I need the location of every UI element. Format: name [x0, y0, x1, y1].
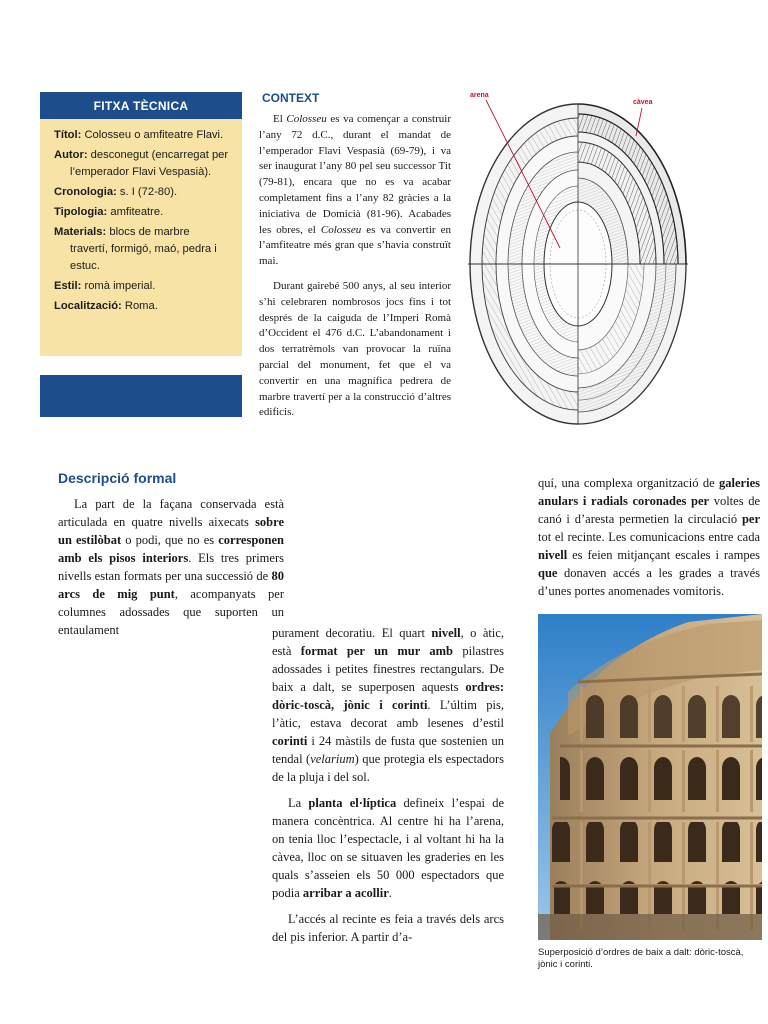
- fitxa-value: romà imperial.: [84, 280, 156, 292]
- text-bold: 80 arcs de mig punt: [58, 569, 284, 601]
- text-run: , o àtic, està: [272, 626, 505, 658]
- text-run: . L’últim pis, l’àtic, estava decorat amb lesenes d’estil: [272, 698, 504, 730]
- text-italic: Colosseu: [320, 223, 362, 236]
- text-run: quí, una complexa organització de: [538, 476, 720, 490]
- decorative-blue-block: [40, 375, 242, 417]
- text-run: es va convertir en l’amfiteatre més gran que s’havia construït mai.: [259, 223, 451, 268]
- text-run: o podi, que no es: [121, 533, 219, 547]
- context-heading: CONTEXT: [262, 91, 320, 105]
- text-bold: corresponen amb els pisos interiors: [58, 533, 284, 565]
- label-arena: arena: [470, 92, 489, 99]
- context-paragraph-2: Durant gairebé 500 anys, al seu interior s’hi celebraren nombrosos jocs fins i tot després de la caiguda de l’Imperi Romà d’Occident el 476 d.C. L’abandonament i dos terratrèmols van provocar la ruïna parcial del monument, fet que el va convertir en una magnífica pedrera de marbre travertí per a la construcció d’altres edificis.: [259, 279, 451, 419]
- descripcio-paragraph-2: [272, 624, 504, 786]
- text-bold: corinti: [272, 734, 308, 748]
- fitxa-label: Localització:: [54, 300, 122, 312]
- text-bold: nivell: [431, 626, 461, 640]
- fitxa-item-tipologia: [54, 204, 232, 221]
- label-cavea: càvea: [633, 99, 653, 106]
- text-run: , acompanyats per columnes adossades que suporten un entaulament: [58, 587, 285, 637]
- text-run: voltes de canó i d’aresta permetien la circulació: [538, 494, 760, 526]
- text-bold: format per un mur amb: [300, 644, 453, 658]
- fitxa-value: blocs de marbre: [109, 226, 190, 238]
- fitxa-value: desconegut (encarregat per: [90, 149, 229, 161]
- text-italic: velarium: [310, 752, 355, 766]
- text-run: .: [388, 886, 392, 900]
- fitxa-label: Títol:: [54, 129, 82, 141]
- fitxa-label: Tipologia:: [54, 206, 108, 218]
- text-italic: Colosseu: [286, 113, 327, 125]
- descripcio-column-3: [538, 474, 760, 600]
- colosseum-photo: [538, 614, 762, 940]
- descripcio-column-1: [58, 495, 284, 639]
- text-run: La: [288, 796, 309, 810]
- text-bold: nivell: [538, 548, 568, 562]
- text-run: es feien mitjançant escales i rampes: [567, 548, 760, 562]
- text-run: tot el recinte. Les comunicacions entre cada: [538, 530, 760, 544]
- descripcio-heading: Descripció formal: [58, 470, 177, 486]
- fitxa-item-localitzacio: [54, 298, 232, 315]
- text-bold: galeries anulars i radials coronades per: [538, 476, 760, 508]
- text-bold: que: [538, 566, 558, 580]
- fitxa-tecnica-box: [40, 92, 242, 356]
- text-run: La part de la façana conservada està articulada en quatre nivells aixecats: [58, 497, 284, 529]
- text-run: donaven accés a les grades a través d’unes portes anomenades vomitoris.: [538, 566, 760, 598]
- descripcio-paragraph-5: [538, 474, 760, 600]
- fitxa-label: Autor:: [54, 149, 88, 161]
- fitxa-list: [40, 119, 242, 315]
- text-bold: sobre un estilòbat: [58, 515, 284, 547]
- text-bold: planta el·líptica: [308, 796, 397, 810]
- fitxa-value-cont: travertí, formigó, maó, pedra i estuc.: [70, 243, 217, 272]
- fitxa-title: FITXA TÈCNICA: [40, 92, 242, 119]
- ground: [538, 914, 762, 940]
- fitxa-item-estil: [54, 278, 232, 295]
- descripcio-paragraph-1: [58, 495, 284, 639]
- text-run: ) que protegia els espectadors de la pluja i del sol.: [272, 752, 504, 784]
- text-run: El: [273, 113, 287, 125]
- descripcio-column-2: [272, 624, 504, 954]
- fitxa-item-autor: [54, 147, 232, 181]
- fitxa-label: Estil:: [54, 280, 82, 292]
- descripcio-paragraph-4: L’accés al recinte es feia a través dels arcs del pis inferior. A partir d’a-: [272, 912, 504, 944]
- fitxa-item-titol: [54, 127, 232, 144]
- fitxa-label: Cronologia:: [54, 186, 117, 198]
- text-run: purament decoratiu. El quart: [272, 626, 432, 640]
- text-run: i 24 màstils de fusta que sostenien un tendal (: [272, 734, 504, 766]
- text-run: defineix l’espai de manera concèntrica. Al centre hi ha l’arena, on tenia lloc l’espectacle, i al voltant hi ha la càvea, lloc on se situaven les graderies en les quals s’asseien els 50 000 espectadors que podia: [272, 796, 504, 900]
- descripcio-paragraph-3: [272, 794, 504, 902]
- text-run: pilastres adossades i petites finestres rectangulars. De baix a dalt, se superposen aquests: [272, 644, 504, 694]
- text-bold: per: [741, 512, 760, 526]
- fitxa-item-materials: [54, 224, 232, 275]
- fitxa-value: Roma.: [124, 300, 158, 312]
- context-paragraph-1: [259, 112, 451, 270]
- fitxa-label: Materials:: [54, 226, 107, 238]
- fitxa-value: s. I (72-80).: [119, 186, 178, 198]
- arcade-levels: [552, 686, 762, 930]
- fitxa-value: amfiteatre.: [110, 206, 164, 218]
- text-run: es va començar a construir l’any 72 d.C., durant el mandat de l’emperador Flavi Vespasià (69-79), i va ser inaugurat l’any 80 pel seu successor Tit (79-81), encara que no es va acabar completament fins a l’any 82 gràcies a la iniciativa de Domicià (81-96). Acabades les obres, el: [259, 113, 451, 236]
- fitxa-value-cont: l’emperador Flavi Vespasià).: [70, 166, 212, 178]
- fitxa-item-cronologia: [54, 184, 232, 201]
- text-bold: ordres: dòric-toscà, jònic i corinti: [272, 680, 504, 712]
- context-text: [259, 112, 451, 430]
- fitxa-value: Colosseu o amfiteatre Flavi.: [84, 129, 224, 141]
- text-bold: arribar a acollir: [302, 886, 389, 900]
- colosseum-plan-image: [462, 86, 694, 434]
- photo-caption: Superposició d’ordres de baix a dalt: dòric-toscà, jònic i corinti.: [538, 947, 744, 970]
- text-run: . Els tres primers nivells estan formats per una successió de: [58, 551, 284, 583]
